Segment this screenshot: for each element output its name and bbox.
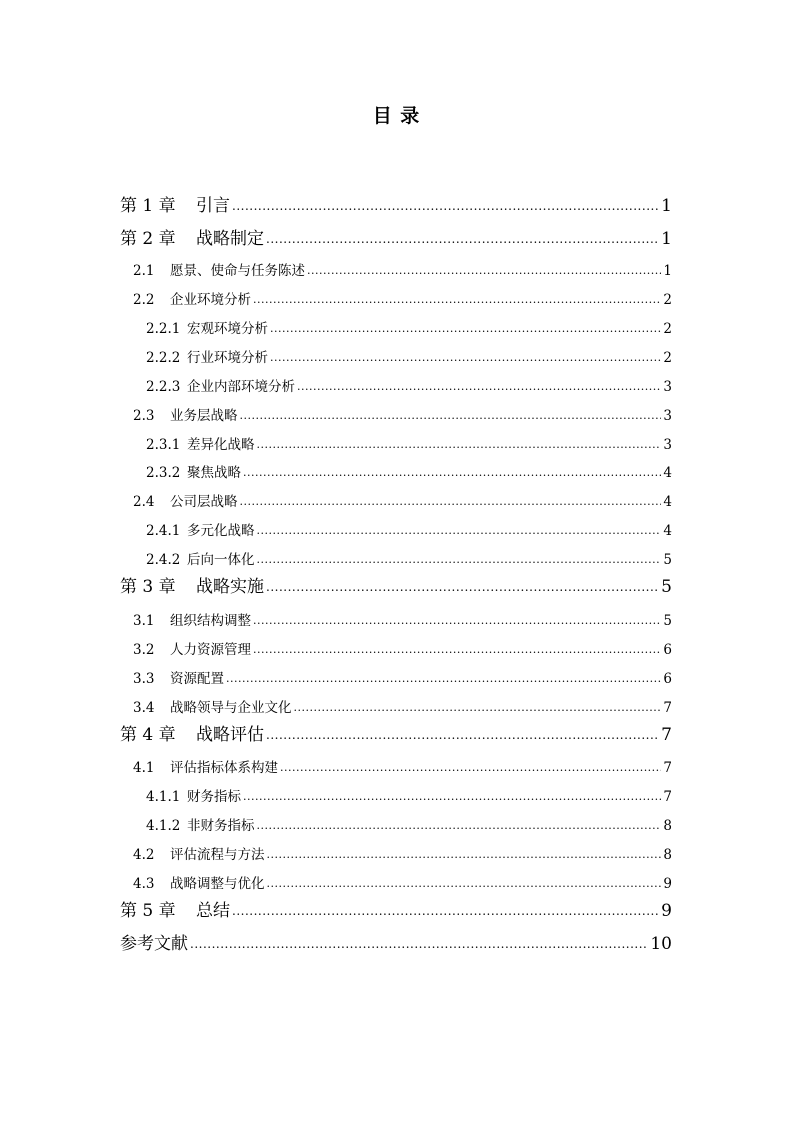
toc-entry-page-number: 1 <box>661 196 672 216</box>
toc-entry[interactable] <box>146 371 672 397</box>
toc-entry-page-number: 3 <box>663 379 672 395</box>
dot-leader <box>253 289 661 310</box>
toc-entry[interactable] <box>133 605 672 631</box>
toc-entry-page-number: 9 <box>663 876 672 892</box>
toc-entry-label: 战略评估 <box>196 725 264 745</box>
toc-entry[interactable] <box>133 868 672 894</box>
dot-leader <box>267 844 662 865</box>
toc-entry[interactable] <box>120 719 672 747</box>
toc-entry-number: 2.2.3 <box>146 379 181 395</box>
toc-entry-label: 企业内部环境分析 <box>187 379 295 395</box>
toc-entry-number: 2.2 <box>133 292 155 308</box>
toc-entry-number: 2.3 <box>133 408 155 424</box>
toc-entry-label: 战略制定 <box>196 229 264 249</box>
toc-entry-number: 3.4 <box>133 700 155 716</box>
dot-leader <box>253 639 661 660</box>
toc-entry[interactable] <box>133 634 672 660</box>
toc-entry-number: 2.4.1 <box>146 523 181 539</box>
toc-entry-number: 第 3 章 <box>120 577 176 597</box>
toc-entry[interactable] <box>120 895 672 923</box>
toc-entry-label: 人力资源管理 <box>170 642 251 658</box>
toc-entry-number: 2.2.2 <box>146 350 181 366</box>
toc-entry-label: 引言 <box>196 196 230 216</box>
dot-leader <box>240 491 662 512</box>
dot-leader <box>232 898 659 923</box>
toc-entry-label: 总结 <box>196 901 230 921</box>
toc-entry-label: 差异化战略 <box>187 437 255 453</box>
toc-entry[interactable] <box>133 692 672 718</box>
toc-entry-number: 第 4 章 <box>120 725 176 745</box>
toc-entry-number: 4.1.2 <box>146 818 181 834</box>
toc-entry-number: 2.1 <box>133 263 155 279</box>
dot-leader <box>266 226 659 251</box>
toc-entry-number: 3.2 <box>133 642 155 658</box>
toc-entry-page-number: 7 <box>663 789 672 805</box>
dot-leader <box>294 697 662 718</box>
toc-entry[interactable] <box>120 928 672 956</box>
toc-entry[interactable] <box>146 313 672 339</box>
toc-entry-number: 2.3.2 <box>146 465 181 481</box>
toc-entry[interactable] <box>146 457 672 483</box>
toc-entry[interactable] <box>146 544 672 570</box>
toc-entry-label: 非财务指标 <box>187 818 255 834</box>
toc-entry-page-number: 7 <box>661 725 672 745</box>
toc-entry-label: 业务层战略 <box>170 408 238 424</box>
toc-entry-page-number: 1 <box>661 229 672 249</box>
toc-entry-label: 聚焦战略 <box>187 465 241 481</box>
toc-entry-page-number: 1 <box>663 263 672 279</box>
toc-entry[interactable] <box>146 342 672 368</box>
toc-entry-label: 评估流程与方法 <box>170 847 265 863</box>
toc-entry-page-number: 5 <box>663 613 672 629</box>
page-title: 目 录 <box>372 105 421 127</box>
toc-entry-label: 财务指标 <box>187 789 241 805</box>
toc-entry-page-number: 5 <box>663 552 672 568</box>
dot-leader <box>190 931 648 956</box>
toc-entry[interactable] <box>133 400 672 426</box>
toc-entry-page-number: 8 <box>663 847 672 863</box>
toc-entry-page-number: 3 <box>663 408 672 424</box>
dot-leader <box>307 260 661 281</box>
toc-entry[interactable] <box>120 190 672 218</box>
toc-entry-label: 多元化战略 <box>187 523 255 539</box>
toc-entry-number: 3.3 <box>133 671 155 687</box>
dot-leader <box>257 434 662 455</box>
toc-entry-number: 2.2.1 <box>146 321 181 337</box>
toc-entry-label: 战略实施 <box>196 577 264 597</box>
toc-entry-number: 3.1 <box>133 613 155 629</box>
toc-entry[interactable] <box>146 781 672 807</box>
toc-entry-page-number: 9 <box>661 901 672 921</box>
toc-entry-page-number: 2 <box>663 292 672 308</box>
toc-entry[interactable] <box>133 284 672 310</box>
dot-leader <box>253 610 661 631</box>
toc-entry-page-number: 6 <box>663 671 672 687</box>
toc-entry[interactable] <box>120 223 672 251</box>
toc-entry-number: 4.3 <box>133 876 155 892</box>
toc-entry-label: 公司层战略 <box>170 494 238 510</box>
toc-entry-number: 第 5 章 <box>120 901 176 921</box>
toc-entry-page-number: 4 <box>663 465 672 481</box>
toc-entry-label: 战略调整与优化 <box>170 876 265 892</box>
toc-entry-page-number: 8 <box>663 818 672 834</box>
toc-entry[interactable] <box>146 429 672 455</box>
dot-leader <box>267 873 662 894</box>
toc-entry-label: 后向一体化 <box>187 552 255 568</box>
toc-entry[interactable] <box>133 752 672 778</box>
dot-leader <box>270 347 661 368</box>
toc-entry-page-number: 3 <box>663 437 672 453</box>
toc-entry-number: 4.1 <box>133 760 155 776</box>
toc-entry-number: 2.4.2 <box>146 552 181 568</box>
toc-entry-page-number: 4 <box>663 523 672 539</box>
toc-entry-label: 愿景、使命与任务陈述 <box>170 263 305 279</box>
dot-leader <box>280 757 661 778</box>
toc-entry[interactable] <box>146 515 672 541</box>
dot-leader <box>257 815 662 836</box>
toc-entry-page-number: 10 <box>650 934 672 954</box>
toc-entry-label: 评估指标体系构建 <box>170 760 278 776</box>
toc-entry-label: 组织结构调整 <box>170 613 251 629</box>
toc-entry-page-number: 7 <box>663 700 672 716</box>
toc-entry-label: 宏观环境分析 <box>187 321 268 337</box>
toc-entry-label: 战略领导与企业文化 <box>170 700 292 716</box>
dot-leader <box>270 318 661 339</box>
dot-leader <box>297 376 661 397</box>
toc-entry[interactable] <box>120 571 672 599</box>
toc-entry-label: 资源配置 <box>170 671 224 687</box>
toc-entry-page-number: 7 <box>663 760 672 776</box>
toc-entry[interactable] <box>133 839 672 865</box>
toc-entry-page-number: 4 <box>663 494 672 510</box>
toc-entry[interactable] <box>146 810 672 836</box>
toc-entry-number: 第 1 章 <box>120 196 176 216</box>
dot-leader <box>243 786 661 807</box>
toc-entry[interactable] <box>133 255 672 281</box>
toc-entry-label: 行业环境分析 <box>187 350 268 366</box>
toc-entry-number: 4.1.1 <box>146 789 181 805</box>
toc-entry-page-number: 6 <box>663 642 672 658</box>
dot-leader <box>257 549 662 570</box>
dot-leader <box>266 574 659 599</box>
dot-leader <box>257 520 662 541</box>
toc-entry-number: 第 2 章 <box>120 229 176 249</box>
toc-entry-label: 企业环境分析 <box>170 292 251 308</box>
dot-leader <box>243 462 661 483</box>
dot-leader <box>226 668 661 689</box>
toc-entry-number: 2.3.1 <box>146 437 181 453</box>
toc-entry[interactable] <box>133 663 672 689</box>
toc-entry-label: 参考文献 <box>120 934 188 954</box>
toc-entry-page-number: 2 <box>663 350 672 366</box>
toc-entry-page-number: 2 <box>663 321 672 337</box>
toc-entry-number: 2.4 <box>133 494 155 510</box>
dot-leader <box>240 405 662 426</box>
toc-entry-number: 4.2 <box>133 847 155 863</box>
toc-entry-page-number: 5 <box>661 577 672 597</box>
dot-leader <box>232 193 659 218</box>
toc-entry[interactable] <box>133 486 672 512</box>
dot-leader <box>266 722 659 747</box>
